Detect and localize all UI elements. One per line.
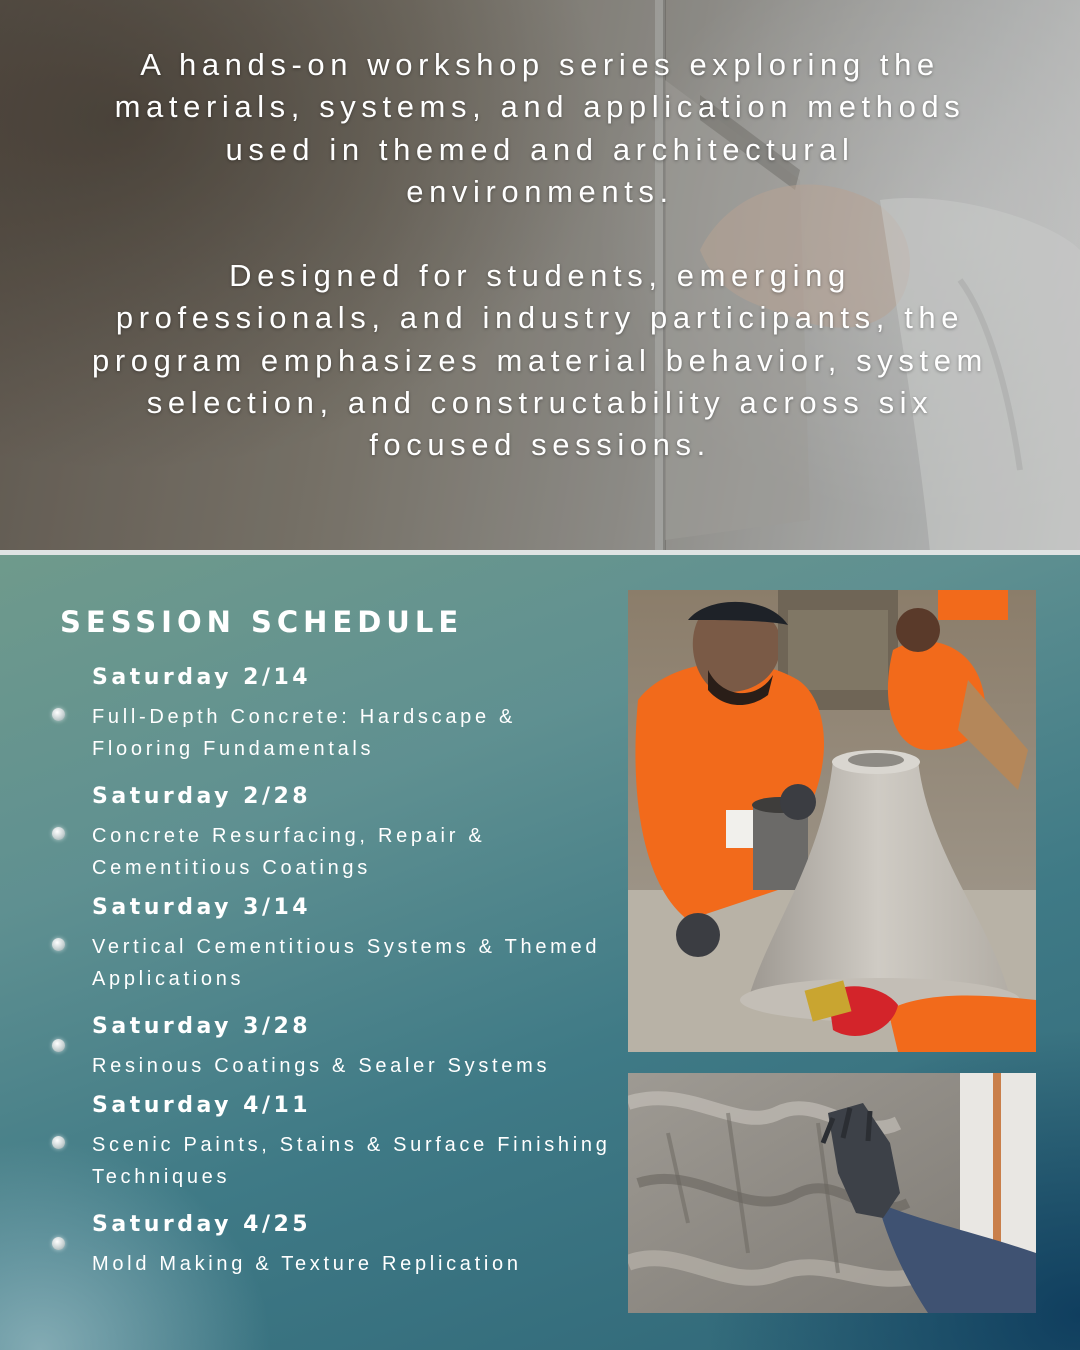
intro-paragraph-1: A hands-on workshop series exploring the materials, systems, and application methods used in themed and architectural environments. <box>114 47 966 209</box>
schedule-title: SESSION SCHEDULE <box>60 605 464 639</box>
session-title: Resinous Coatings & Sealer Systems <box>92 1055 551 1077</box>
schedule-section <box>0 555 1080 1350</box>
workshop-photo-texture <box>628 1073 1036 1313</box>
bullet-icon <box>52 1039 65 1052</box>
hero-section <box>0 0 1080 552</box>
bullet-icon <box>52 938 65 951</box>
session-title: Full-Depth Concrete: Hardscape & Flooring Fundamentals <box>92 706 517 760</box>
session-title: Mold Making & Texture Replication <box>92 1253 522 1275</box>
session-title: Concrete Resurfacing, Repair & Cementitious Coatings <box>92 825 486 879</box>
session-date: Saturday 3/14 <box>92 895 312 920</box>
session-title: Vertical Cementitious Systems & Themed Applications <box>92 936 601 990</box>
workshop-photo-cone <box>628 590 1036 1052</box>
bullet-icon <box>52 1237 65 1250</box>
session-date: Saturday 4/11 <box>92 1093 312 1118</box>
bullet-icon <box>52 827 65 840</box>
session-title: Scenic Paints, Stains & Surface Finishing Techniques <box>92 1134 611 1188</box>
bullet-icon <box>52 1136 65 1149</box>
session-date: Saturday 3/28 <box>92 1014 312 1039</box>
session-date: Saturday 2/28 <box>92 784 312 809</box>
intro-paragraph-2: Designed for students, emerging professionals, and industry participants, the program emphasizes material behavior, system selection, and constructability across six focused sessions. <box>92 258 988 463</box>
bullet-icon <box>52 708 65 721</box>
session-date: Saturday 4/25 <box>92 1212 312 1237</box>
session-date: Saturday 2/14 <box>92 665 312 690</box>
